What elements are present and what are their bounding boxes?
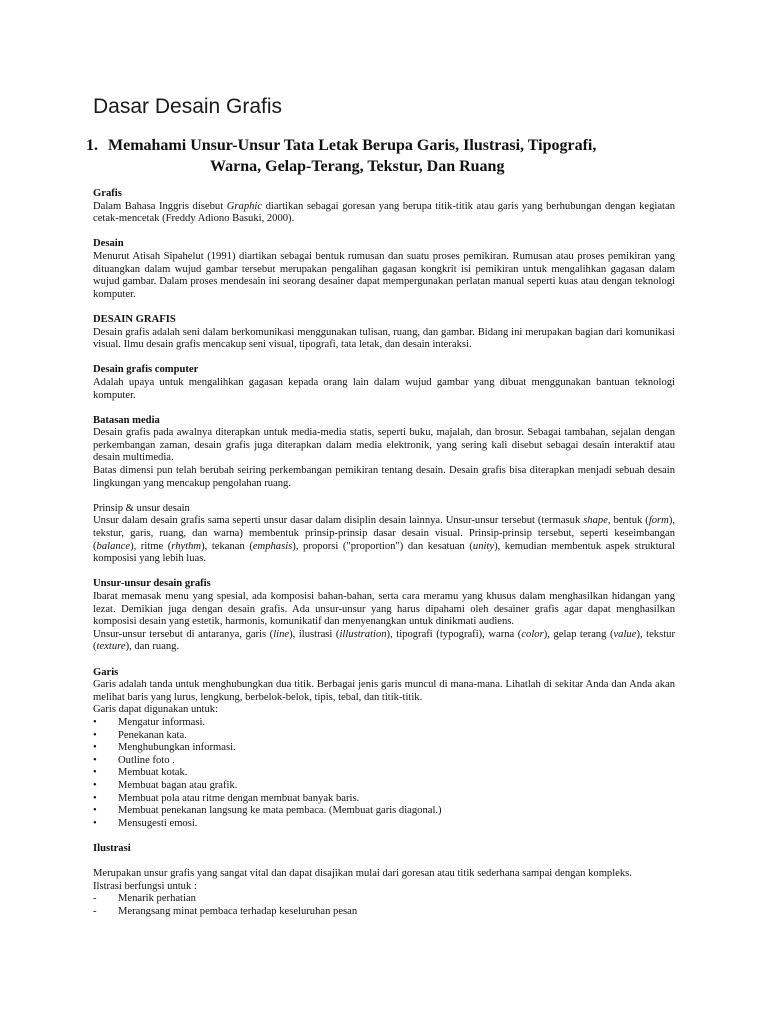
- unsur-italic-5: texture: [96, 641, 126, 653]
- spacer: [93, 855, 675, 868]
- unsur-text-2: ), ilustrasi (: [289, 628, 340, 640]
- prinsip-text-6: ), proporsi ("proportion") dan kesatuan (: [292, 540, 473, 552]
- unsur-text-6: ), dan ruang.: [125, 641, 180, 653]
- desain-heading: Desain: [93, 238, 124, 250]
- prinsip-heading: Prinsip & unsur desain: [93, 502, 190, 514]
- unsur-section: [93, 578, 675, 654]
- document-title: Dasar Desain Grafis: [93, 95, 283, 118]
- garis-paragraph-2: Garis dapat digunakan untuk:: [93, 704, 219, 716]
- list-item: [93, 793, 675, 806]
- unsur-text-5: ), tekstur (: [93, 628, 675, 653]
- batasan-paragraph-1: Desain grafis pada awalnya diterapkan untuk media-media statis, seperti buku, majalah, dan brosur. Sebagai tambahan, sejalan dengan perkembangan zaman, desain grafis juga diterapkan dalam media elektronik, yang sering kali disebut sebagai desain interaktif atau desain multimedia.: [93, 427, 675, 464]
- section-number: 1.: [86, 137, 98, 154]
- prinsip-text-2: , bentuk (: [607, 515, 649, 527]
- prinsip-text-7: ), kemudian membentuk aspek struktural komposisi yang lebih luas.: [93, 540, 675, 565]
- prinsip-italic-1: shape: [583, 515, 608, 527]
- unsur-text-1: Unsur-unsur tersebut di antaranya, garis (: [93, 628, 274, 640]
- prinsip-italic-4: rhythm: [171, 540, 202, 552]
- grafis-text-1: Dalam Bahasa Inggris disebut: [93, 200, 227, 212]
- desain-grafis-section: [93, 314, 675, 352]
- garis-list: [93, 717, 675, 830]
- prinsip-italic-6: unity: [472, 540, 495, 552]
- desain-section: [93, 238, 675, 301]
- unsur-italic-3: color: [521, 628, 544, 640]
- list-item: [93, 730, 675, 743]
- dash-marker: -: [93, 905, 97, 917]
- grafis-paragraph: [93, 201, 675, 226]
- prinsip-text-3: ), tekstur, garis, ruang, dan warna) membentuk prinsip-prinsip dasar desain visual. Prinsip-prinsip tersebut, seperti keseimbangan (: [93, 515, 676, 552]
- list-item: [93, 893, 675, 906]
- list-item: [93, 818, 675, 831]
- grafis-section: [93, 188, 675, 226]
- list-item-text: Penekanan kata.: [118, 729, 187, 741]
- list-item: [93, 780, 675, 793]
- ilustrasi-paragraph-2: Ilstrasi berfungsi untuk :: [93, 880, 197, 892]
- list-item: [93, 805, 675, 818]
- ilustrasi-heading: Ilustrasi: [93, 842, 131, 854]
- dash-marker: -: [93, 893, 97, 905]
- grafis-text-italic: Graphic: [226, 200, 263, 212]
- desain-grafis-heading: DESAIN GRAFIS: [93, 313, 176, 325]
- desain-paragraph: Menurut Atisah Sipahelut (1991) diartikan sebagai bentuk rumusan dan suatu proses pemikiran. Rumusan atau proses pemikiran yang dituangkan dalam wujud gambar tersebut merupakan pengalihan gagasan kongkrit isi pemikiran untuk mengalihkan gagasan dalam wujud gambar. Dalam proses mendesain ini seorang desainer dapat mempergunakan perlatan manual seperti kuas atau dengan teknologi komputer.: [93, 250, 675, 300]
- bullet-marker: •: [93, 779, 97, 791]
- prinsip-text-1: Unsur dalam desain grafis sama seperti unsur dasar dalam disiplin desain lainnya. Unsur-unsur tersebut (termasuk: [93, 515, 584, 527]
- prinsip-italic-3: balance: [96, 540, 131, 552]
- unsur-text-3: ), tipografi (typografi), warna (: [386, 628, 522, 640]
- unsur-italic-4: value: [613, 628, 637, 640]
- list-item-text: Menarik perhatian: [118, 893, 196, 905]
- desain-computer-heading: Desain grafis computer: [93, 364, 199, 376]
- unsur-italic-2: illustration: [339, 628, 387, 640]
- list-item-text: Outline foto .: [118, 754, 175, 766]
- list-item: [93, 906, 675, 919]
- list-item-text: Membuat pola atau ritme dengan membuat banyak baris.: [118, 792, 360, 804]
- batasan-heading: Batasan media: [93, 414, 160, 426]
- garis-section: [93, 667, 675, 831]
- unsur-italic-1: line: [273, 628, 290, 640]
- batasan-paragraph-2: Batas dimensi pun telah berubah seiring perkembangan pemikiran tentang desain. Desain grafis bisa diterapkan menjadi sebuah desain lingkungan yang mencakup pengolahan ruang.: [93, 465, 675, 489]
- list-item-text: Membuat penekanan langsung ke mata pembaca. (Membuat garis diagonal.): [118, 805, 442, 817]
- bullet-marker: •: [93, 716, 97, 728]
- prinsip-italic-2: form: [648, 515, 669, 527]
- list-item-text: Menghubungkan informasi.: [118, 742, 236, 754]
- desain-grafis-paragraph: Desain grafis adalah seni dalam berkomunikasi menggunakan tulisan, ruang, dan gambar. Bidang ini merupakan bagian dari komunikasi visual. Ilmu desain grafis mencakup seni visual, tipografi, tata letak, dan desain interaksi.: [93, 326, 675, 351]
- list-item: [93, 755, 675, 768]
- unsur-paragraph-1: Ibarat memasak menu yang spesial, ada komposisi bahan-bahan, serta cara meramu yang khusus dalam menghasilkan hidangan yang lezat. Demikian juga dengan desain grafis. Ada unsur-unsur yang harus dipahami oleh desainer grafis agar dapat menghasilkan komposisi desain yang estetik, harmonis, komunikatif dan menyenangkan untuk dinikmati audiens.: [93, 591, 675, 628]
- bullet-marker: •: [93, 805, 97, 817]
- grafis-text-2: diartikan sebagai goresan yang berupa titik-titik atau garis yang berhubungan dengan kegiatan cetak-mencetak (Freddy Adiono Basuki, 2000).: [93, 200, 675, 225]
- prinsip-text-4: ), ritme (: [130, 540, 172, 552]
- list-item-text: Mengatur informasi.: [118, 716, 206, 728]
- document-body: [93, 188, 675, 931]
- bullet-marker: •: [93, 792, 97, 804]
- list-item: [93, 767, 675, 780]
- garis-heading: Garis: [93, 666, 119, 678]
- prinsip-paragraph: [93, 515, 675, 565]
- section-title-line-2: Warna, Gelap-Terang, Tekstur, Dan Ruang: [210, 158, 505, 175]
- ilustrasi-section: [93, 843, 675, 919]
- list-item: [93, 742, 675, 755]
- unsur-paragraph-2: [93, 629, 675, 654]
- batasan-section: [93, 415, 675, 491]
- desain-computer-paragraph: Adalah upaya untuk mengalihkan gagasan kepada orang lain dalam wujud gambar yang dibuat menggunakan bantuan teknologi komputer.: [93, 376, 675, 401]
- prinsip-italic-5: emphasis: [252, 540, 293, 552]
- ilustrasi-paragraph-1: Merupakan unsur grafis yang sangat vital dan dapat disajikan mulai dari goresan atau titik sederhana sampai dengan kompleks.: [93, 868, 632, 880]
- section-title-line-1: Memahami Unsur-Unsur Tata Letak Berupa Garis, Ilustrasi, Tipografi,: [108, 137, 597, 154]
- prinsip-section: [93, 503, 675, 566]
- desain-computer-section: [93, 364, 675, 402]
- unsur-text-4: ), gelap terang (: [543, 628, 614, 640]
- bullet-marker: •: [93, 754, 97, 766]
- bullet-marker: •: [93, 817, 97, 829]
- unsur-heading: Unsur-unsur desain grafis: [93, 578, 211, 590]
- bullet-marker: •: [93, 742, 97, 754]
- ilustrasi-list: [93, 893, 675, 918]
- bullet-marker: •: [93, 767, 97, 779]
- list-item-text: Membuat bagan atau grafik.: [118, 779, 238, 791]
- grafis-heading: Grafis: [93, 188, 122, 199]
- list-item-text: Merangsang minat pembaca terhadap keseluruhan pesan: [118, 905, 358, 917]
- list-item-text: Membuat kotak.: [118, 767, 188, 779]
- prinsip-text-5: ), tekanan (: [201, 540, 253, 552]
- garis-paragraph-1: Garis adalah tanda untuk menghubungkan dua titik. Berbagai jenis garis muncul di mana-mana. Lihatlah di sekitar Anda dan Anda akan melihat baris yang lurus, lengkung, berbelok-belok, tipis, tebal, dan titik-titik.: [93, 679, 675, 703]
- list-item: [93, 717, 675, 730]
- list-item-text: Mensugesti emosi.: [118, 817, 198, 829]
- bullet-marker: •: [93, 729, 97, 741]
